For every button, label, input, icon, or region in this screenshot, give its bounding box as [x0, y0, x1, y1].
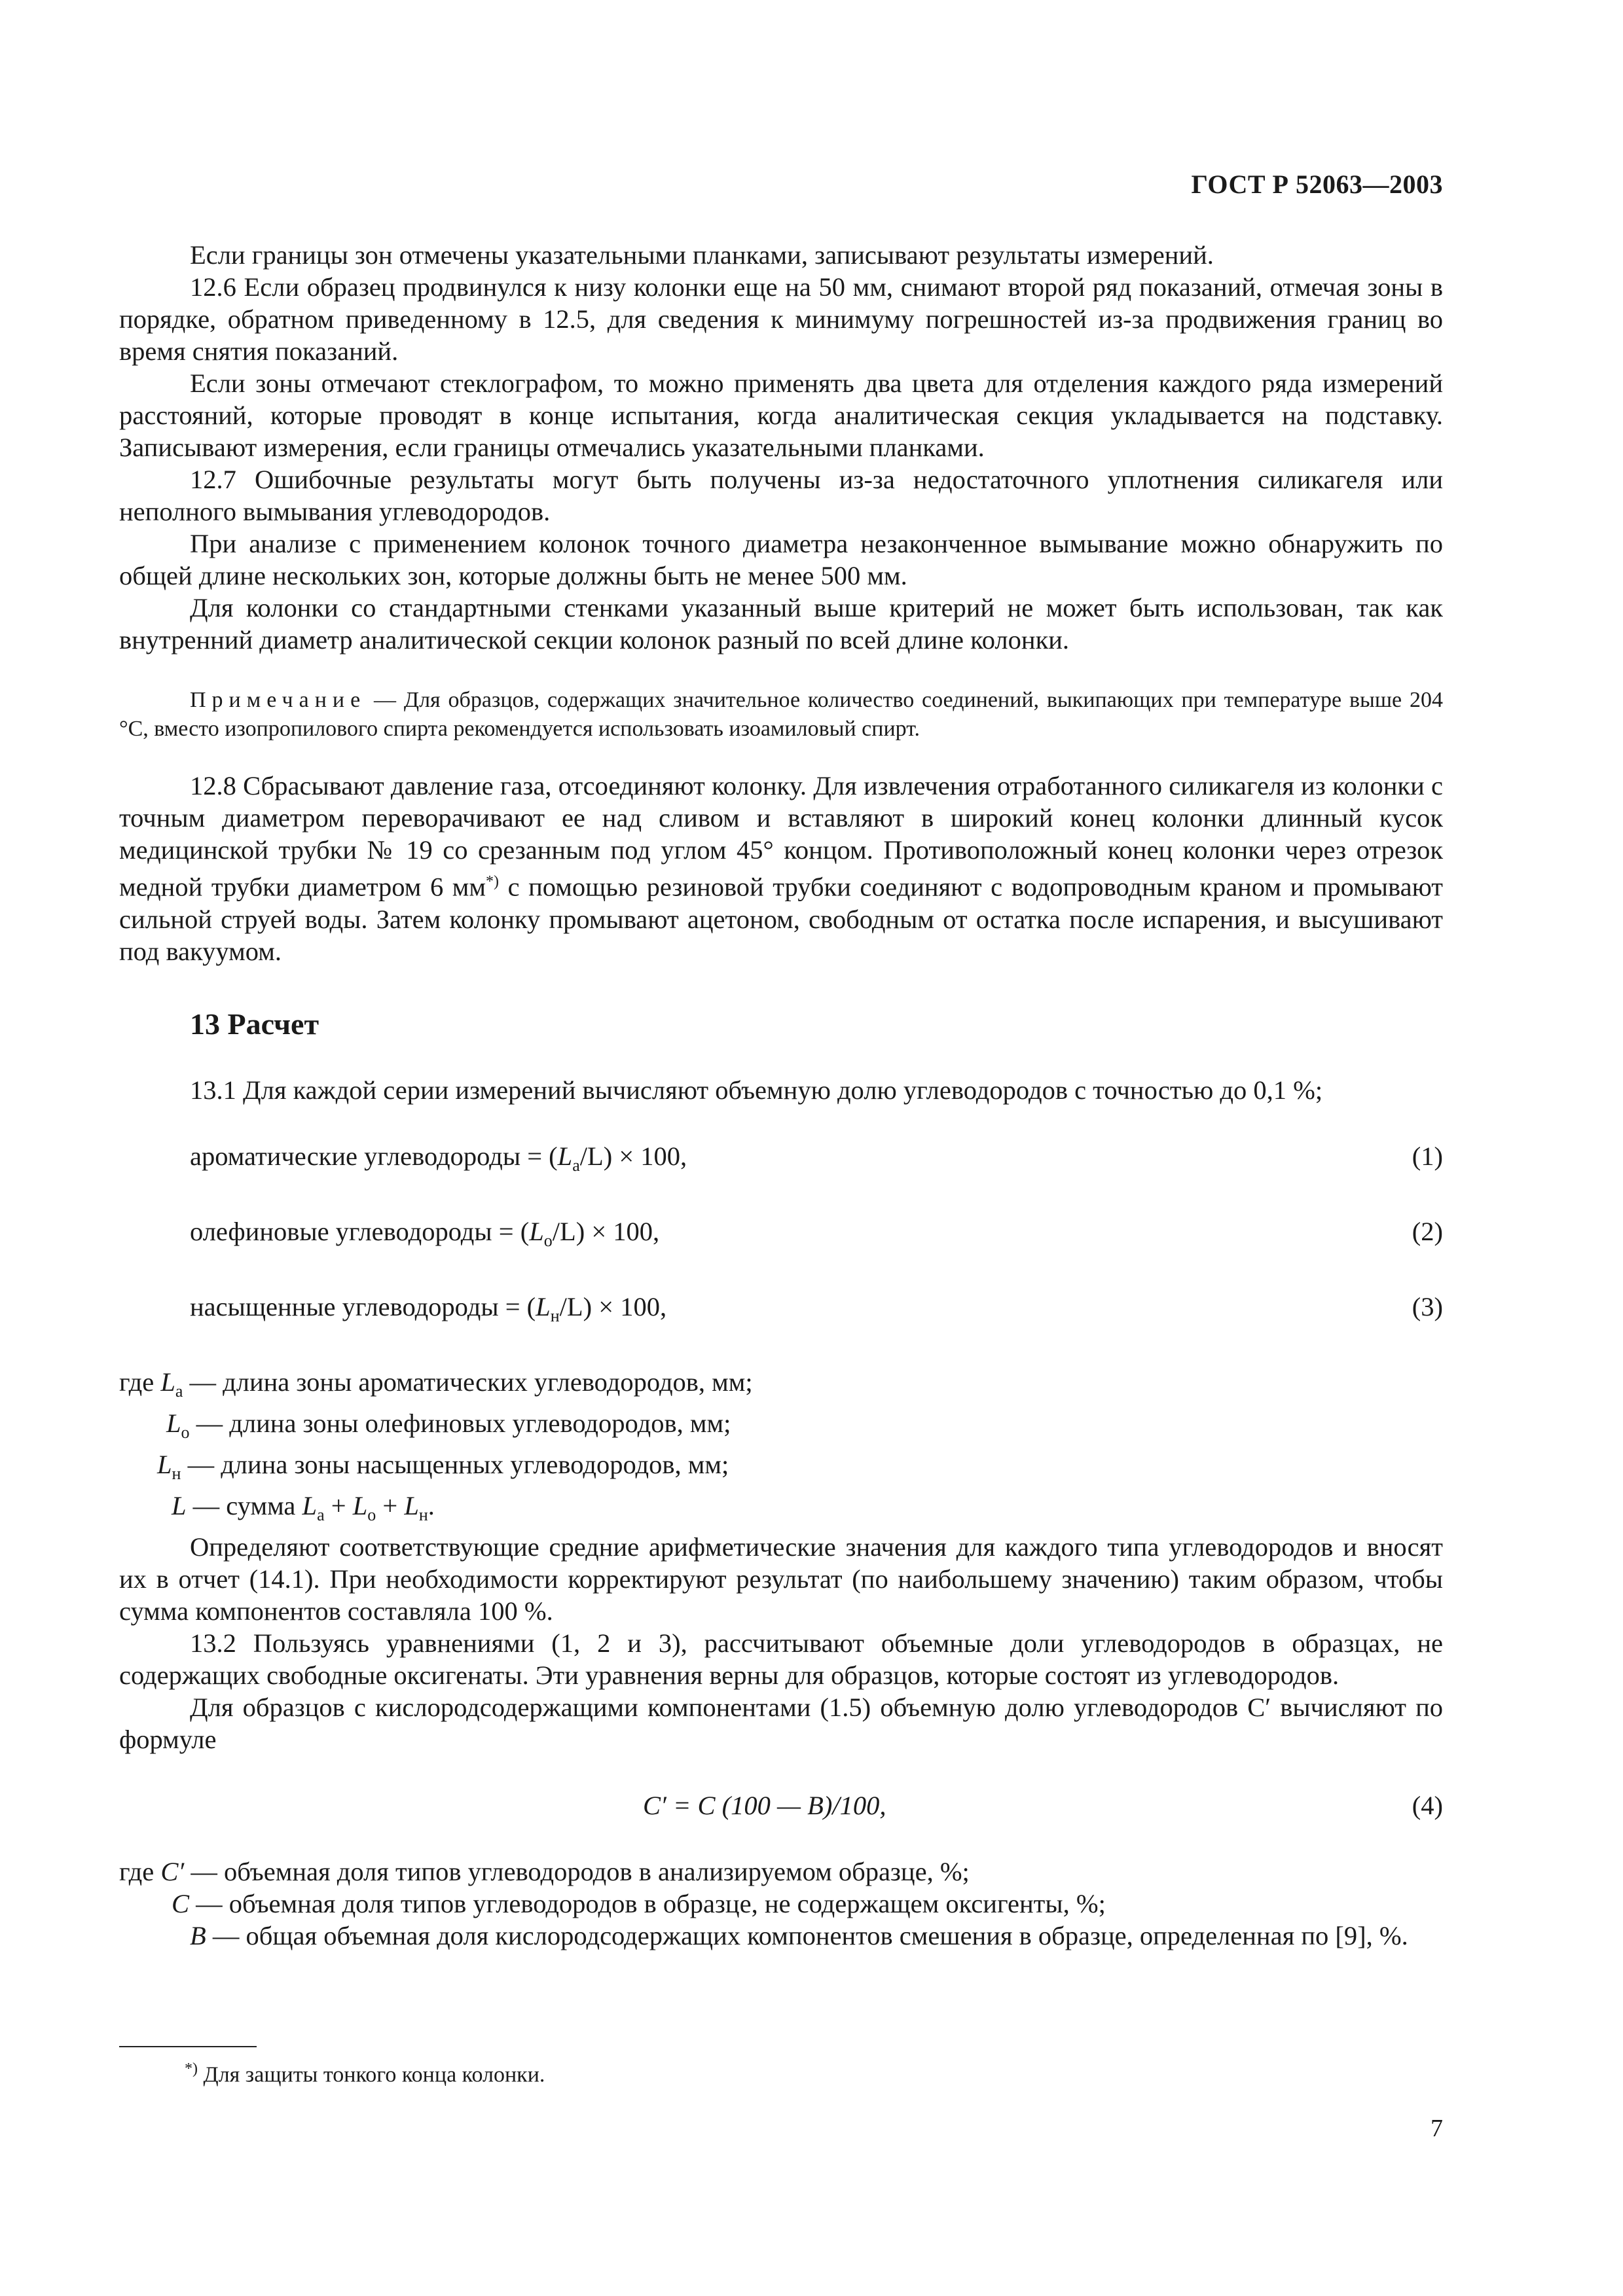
equation-text: насыщенные углеводороды = ( [190, 1291, 536, 1321]
variable-symbol: L [352, 1491, 368, 1521]
where-word: где [119, 1857, 155, 1887]
equation-subscript: н [550, 1306, 560, 1325]
paragraph: Для образцов с кислородсодержащими компонентами (1.5) объемную долю углеводородов C′ вычисляют по формуле [119, 1693, 1443, 1755]
legend-row [119, 1920, 1443, 1952]
paragraph-text: 12.8 Сбрасывают давление газа, отсоединяют колонку. Для извлечения отработанного силикагеля из колонки с точным диаметром переворачивают ее над сливом и вставляют в широкий конец колонки длинный кусок медицинской трубки № 19 со срезанным под углом 45° концом. Противоположный конец колонки через отрезок медной трубки диаметром 6 мм [119, 771, 1443, 902]
operator: + [376, 1491, 405, 1521]
variable-symbol: L [157, 1449, 172, 1479]
equation-number: (2) [1412, 1216, 1443, 1246]
variable-subscript: a [317, 1505, 325, 1525]
equation-text: /L) × 100, [559, 1291, 667, 1321]
variable-legend [119, 1366, 1443, 1531]
equation-expression: C′ = C (100 — B)/100, [643, 1791, 886, 1821]
variable-symbol: L [404, 1491, 419, 1521]
legend-row [119, 1888, 1443, 1920]
legend-row [119, 1448, 1443, 1490]
equation-expression [119, 1140, 687, 1181]
variable-description: — длина зоны ароматических углеводородов, мм; [183, 1367, 753, 1397]
variable-subscript: o [367, 1505, 376, 1525]
equation-number: (1) [1412, 1141, 1443, 1171]
footnote [185, 2060, 545, 2087]
equation-subscript: o [543, 1230, 553, 1250]
equation-text: /L) × 100, [579, 1141, 687, 1171]
variable-symbol: C′ [160, 1857, 185, 1887]
paragraph-13-2: 13.2 Пользуясь уравнениями (1, 2 и 3), рассчитывают объемные доли углеводородов в образцах, не содержащих свободные оксигенаты. Эти уравнения верны для образцов, которые состоят из углеводородов. [119, 1628, 1443, 1691]
paragraph-13-1: 13.1 Для каждой серии измерений вычисляют объемную долю углеводородов с точностью до 0,1 %; [190, 1075, 1323, 1105]
variable-symbol: L [172, 1491, 187, 1521]
variable-description: — объемная доля типов углеводородов в образце, не содержащем оксигенты, %; [189, 1889, 1106, 1919]
variable-subscript: н [418, 1505, 428, 1525]
paragraph: Если зоны отмечают стеклографом, то можно применять два цвета для отделения каждого ряда измерений расстояний, которые проводят в конце испытания, когда аналитическая секция укладывается на подставку. Записывают измерения, если границы отмечались указательными планками. [119, 368, 1443, 462]
paragraph: Для колонки со стандартными стенками указанный выше критерий не может быть использован, так как внутренний диаметр аналитической секции колонок разный по всей длине колонки. [119, 593, 1443, 655]
document-header: ГОСТ Р 52063—2003 [1191, 170, 1443, 199]
paragraph: Если границы зон отмечены указательными планками, записывают результаты измерений. [190, 240, 1214, 270]
footnote-text: Для защиты тонкого конца колонки. [198, 2062, 545, 2087]
footnote-marker: *) [185, 2060, 198, 2077]
legend-row [119, 1856, 1443, 1888]
legend-row [119, 1366, 1443, 1407]
legend-row [119, 1407, 1443, 1448]
punctuation: . [428, 1491, 435, 1521]
equation-expression [119, 1215, 659, 1257]
legend-row [119, 1490, 1443, 1531]
equation-number: (3) [1412, 1291, 1443, 1321]
equation-1 [119, 1140, 1443, 1181]
variable-description: — общая объемная доля кислородсодержащих компонентов смешения в образце, определенная по [9], %. [206, 1921, 1408, 1951]
variable-subscript: a [175, 1381, 183, 1401]
footnote-marker: *) [486, 873, 500, 890]
variable-description: — длина зоны насыщенных углеводородов, мм; [181, 1449, 729, 1479]
equation-text: олефиновые углеводороды = ( [190, 1216, 530, 1246]
paragraph-12-7: 12.7 Ошибочные результаты могут быть получены из-за недостаточного уплотнения силикагеля или неполного вымывания углеводородов. [119, 465, 1443, 526]
page-number: 7 [1431, 2115, 1443, 2142]
variable-symbol: L [160, 1367, 175, 1397]
paragraph: Определяют соответствующие средние арифметические значения для каждого типа углеводородов и вносят их в отчет (14.1). При необходимости корректируют результат (по наибольшему значению) таким образом, чтобы сумма компонентов составляла 100 %. [119, 1532, 1443, 1626]
variable-symbol: L [166, 1408, 181, 1438]
paragraph-12-6: 12.6 Если образец продвинулся к низу колонки еще на 50 мм, снимают второй ряд показаний, отмечая зоны в порядке, обратном приведенному в 12.5, для сведения к минимуму погрешностей из-за продвижения границ во время снятия показаний. [119, 272, 1443, 366]
page-content [119, 239, 1443, 1952]
equation-expression [119, 1291, 666, 1332]
equation-2 [119, 1215, 1443, 1257]
note [119, 686, 1443, 744]
where-word: где [119, 1367, 155, 1397]
equation-text: ароматические углеводороды = ( [190, 1141, 558, 1171]
equation-symbol: L [529, 1216, 544, 1246]
operator: + [324, 1491, 353, 1521]
variable-legend [119, 1856, 1443, 1952]
variable-subscript: o [181, 1422, 190, 1442]
equation-3 [119, 1291, 1443, 1332]
equation-text: /L) × 100, [552, 1216, 660, 1246]
equation-4 [119, 1789, 1443, 1821]
footnote-divider [119, 2046, 257, 2047]
variable-subscript: н [172, 1464, 181, 1484]
section-title: 13 Расчет [190, 1007, 319, 1041]
note-label: Примечание [190, 688, 367, 712]
equation-number: (4) [1412, 1791, 1443, 1821]
note-text: — Для образцов, содержащих значительное количество соединений, выкипающих при температуре выше 204 °С, вместо изопропилового спирта рекомендуется использовать изоамиловый спирт. [119, 688, 1443, 741]
variable-description: — сумма [186, 1491, 302, 1521]
paragraph-text: с помощью резиновой трубки соединяют с водопроводным краном и промывают сильной струей воды. Затем колонку промывают ацетоном, свободным от остатка после испарения, и высушивают под вакуумом. [119, 872, 1443, 966]
equation-symbol: L [536, 1291, 551, 1321]
variable-description: — объемная доля типов углеводородов в анализируемом образце, %; [184, 1857, 970, 1887]
equation-symbol: L [557, 1141, 573, 1171]
variable-symbol: C [172, 1889, 190, 1919]
variable-symbol: L [302, 1491, 318, 1521]
paragraph: При анализе с применением колонок точного диаметра незаконченное вымывание можно обнаружить по общей длине нескольких зон, которые должны быть не менее 500 мм. [119, 529, 1443, 590]
equation-subscript: a [572, 1155, 580, 1175]
variable-description: — длина зоны олефиновых углеводородов, мм; [189, 1408, 731, 1438]
paragraph-12-8 [119, 770, 1443, 967]
variable-symbol: B [190, 1921, 206, 1951]
